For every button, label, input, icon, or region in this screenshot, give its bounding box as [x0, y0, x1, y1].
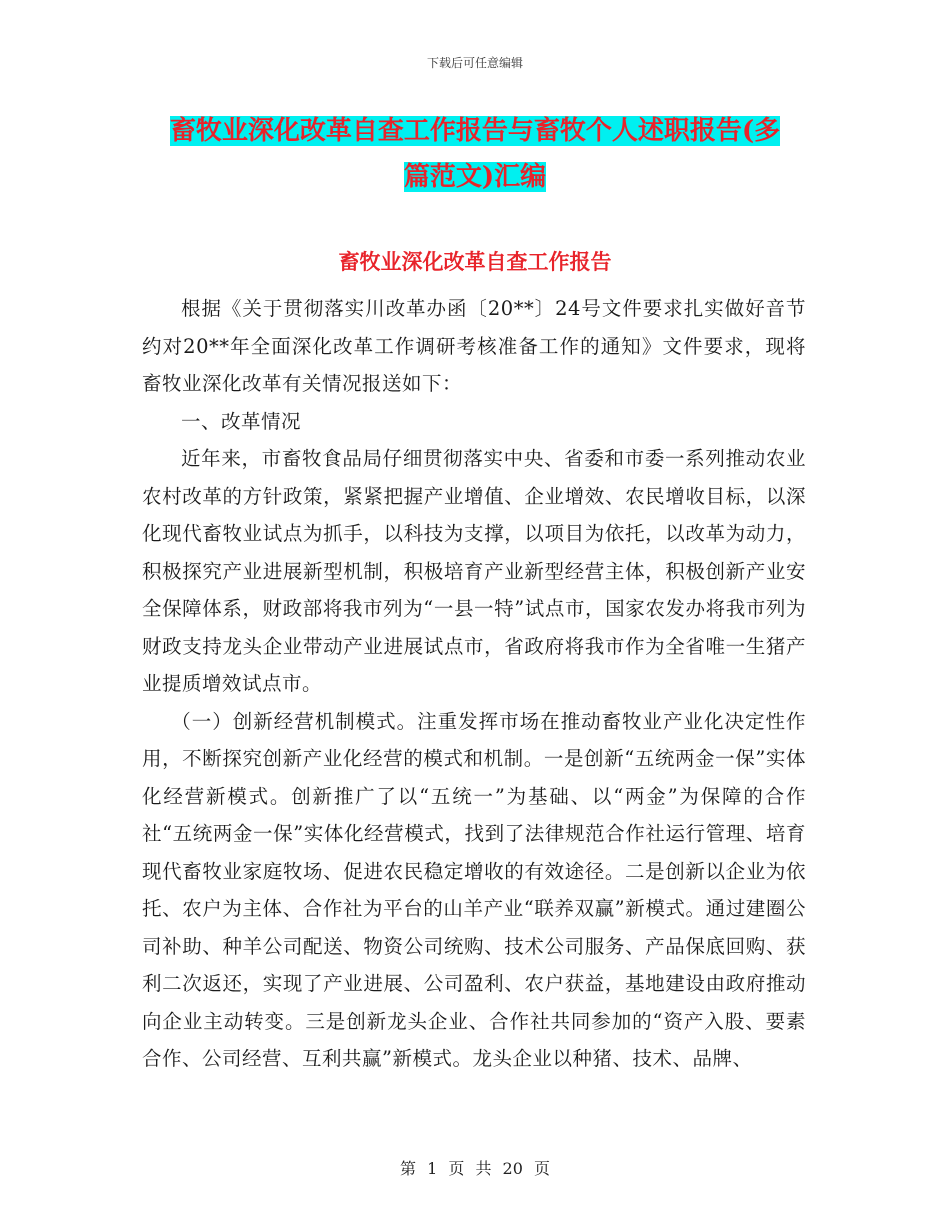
page-number-footer: 第 1 页 共 20 页: [400, 1159, 550, 1178]
document-title-line-2: 篇范文)汇编: [403, 162, 547, 192]
paragraph-overview: 近年来，市畜牧食品局仔细贯彻落实中央、省委和市委一系列推动农业农村改革的方针政策，紧紧把握产业增值、企业增效、农民增收目标，以深化现代畜牧业试点为抓手，以科技为支撑，以项目为依托，以改革为动力，积极探究产业进展新型机制，积极培育产业新型经营主体，积极创新产业安全保障体系，财政部将我市列为“一县一特”试点市，国家农发办将我市列为财政支持龙头企业带动产业进展试点市，省政府将我市作为全省唯一生猪产业提质增效试点市。: [142, 447, 806, 695]
document-title: [140, 108, 810, 200]
section-title: 畜牧业深化改革自查工作报告: [338, 249, 612, 274]
heading-reform-status: 一、改革情况: [181, 409, 302, 433]
paragraph-business-model: （一）创新经营机制模式。注重发挥市场在推动畜牧业产业化决定性作用，不断探究创新产业化经营的模式和机制。一是创新“五统两金一保”实体化经营新模式。创新推广了以“五统一”为基础、以“两金”为保障的合作社“五统两金一保”实体化经营模式，找到了法律规范合作社运行管理、培育现代畜牧业家庭牧场、促进农民稳定增收的有效途径。二是创新以企业为依托、农户为主体、合作社为平台的山羊产业“联养双赢”新模式。通过建圈公司补助、种羊公司配送、物资公司统购、技术公司服务、产品保底回购、获利二次返还，实现了产业进展、公司盈利、农户获益，基地建设由政府推动向企业主动转变。三是创新龙头企业、合作社共同参加的“资产入股、要素合作、公司经营、互利共赢”新模式。龙头企业以种猪、技术、品牌、: [142, 709, 806, 1070]
body-text: [142, 290, 806, 1078]
header-note: 下载后可任意编辑: [426, 56, 523, 70]
paragraph-intro: 根据《关于贯彻落实川改革办函〔20**〕24号文件要求扎实做好音节约对20**年全面深化改革工作调研考核准备工作的通知》文件要求，现将畜牧业深化改革有关情况报送如下：: [142, 297, 806, 395]
document-title-line-1: 畜牧业深化改革自查工作报告与畜牧个人述职报告(多: [169, 116, 781, 146]
